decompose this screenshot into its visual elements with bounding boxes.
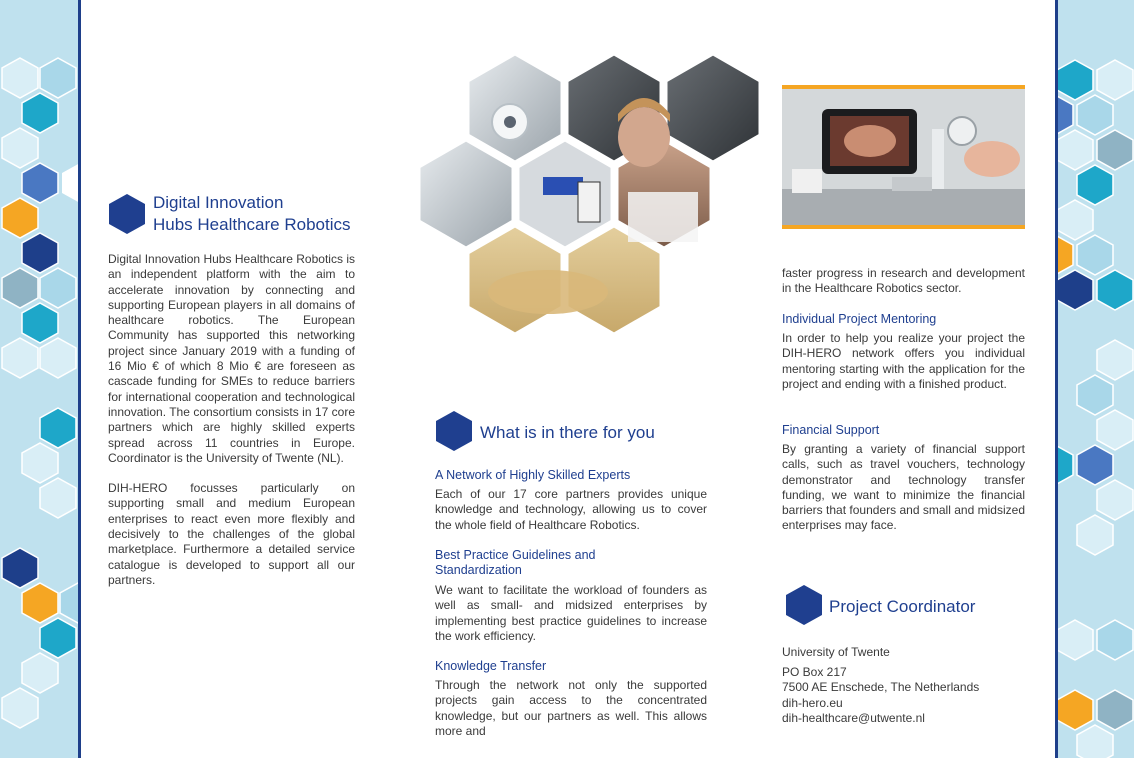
hexagon-bullet-icon [108, 193, 146, 235]
section-body-financial: By granting a variety of financial support calls, such as travel vouchers, technology demonstrator and technology transfer funding, we want to minimize the financial barriers that founders and small and midsized enterprises may face. [782, 442, 1025, 533]
hexagon-photo-collage [418, 52, 762, 338]
section-title-best-practice [435, 548, 596, 578]
address-line-2: PO Box 217 [782, 664, 847, 679]
section-title-mentoring: Individual Project Mentoring [782, 312, 937, 326]
address-line-1: University of Twente [782, 645, 890, 659]
coordinator-address [782, 645, 979, 727]
section-title-best-practice-line2: Standardization [435, 563, 522, 577]
surgical-robot-photo [782, 85, 1025, 229]
section-title-network: A Network of Highly Skilled Experts [435, 468, 631, 482]
right-hexagon-strip [1055, 0, 1134, 758]
intro-title-line1: Digital Innovation [153, 193, 284, 212]
hexagon-pattern-left [0, 0, 78, 758]
address-line-3: 7500 AE Enschede, The Netherlands [782, 680, 980, 694]
intro-paragraph-2: DIH-HERO focusses particularly on supporting small and medium European enterprises to react even more flexibly and decisively to the challenges of the global marketplace. Furthermore a detailed service catalogue is developed to support all our partners. [108, 481, 355, 587]
surgical-robot-illustration [782, 89, 1025, 225]
intro-title [153, 192, 350, 236]
intro-paragraph-1: Digital Innovation Hubs Healthcare Robotics is an independent platform with the aim to accelerate innovation by connecting and supporting European players in all domains of healthcare robotics. The European Community has supported this networking project since January 2019 with a funding of 16 Mio € of which 8 Mio € are foreseen as cascade funding for SMEs to reduce barriers for international cooperation and technological innovation. The consortium consists in 17 core partners which are highly skilled experts spread across 11 countries in Europe. Coordinator is the University of Twente (NL). [108, 252, 355, 465]
section-body-knowledge-transfer: Through the network not only the supported projects gain access to the concentrated knowledge, but our partners as well. This allows more and [435, 678, 707, 738]
hexagon-bullet-icon [435, 410, 473, 452]
website-link[interactable]: dih-hero.eu [782, 695, 843, 710]
hexagon-bullet-icon [785, 584, 823, 626]
section-body-network: Each of our 17 core partners provides unique knowledge and technology, allowing us to cover the whole field of Healthcare Robotics. [435, 487, 707, 532]
middle-heading: What is in there for you [480, 423, 655, 442]
section-body-mentoring: In order to help you realize your project the DIH-HERO network offers you individual mentoring starting with the application for the project and ending with a finished product. [782, 331, 1025, 391]
hexagon-pattern-right [1058, 0, 1134, 758]
intro-text [108, 252, 355, 588]
intro-title-line2: Hubs Healthcare Robotics [153, 215, 351, 234]
email-link[interactable]: dih-healthcare@utwente.nl [782, 711, 925, 725]
continued-text: faster progress in research and development in the Healthcare Robotics sector. [782, 266, 1025, 296]
section-title-knowledge-transfer: Knowledge Transfer [435, 659, 547, 673]
section-title-financial: Financial Support [782, 423, 880, 437]
left-hexagon-strip [0, 0, 81, 758]
section-title-best-practice-line1: Best Practice Guidelines and [435, 548, 596, 562]
section-body-best-practice: We want to facilitate the workload of founders as well as small- and midsized enterprises by implementing best practice guidelines to increase the work efficiency. [435, 583, 707, 643]
coordinator-heading: Project Coordinator [829, 597, 976, 616]
